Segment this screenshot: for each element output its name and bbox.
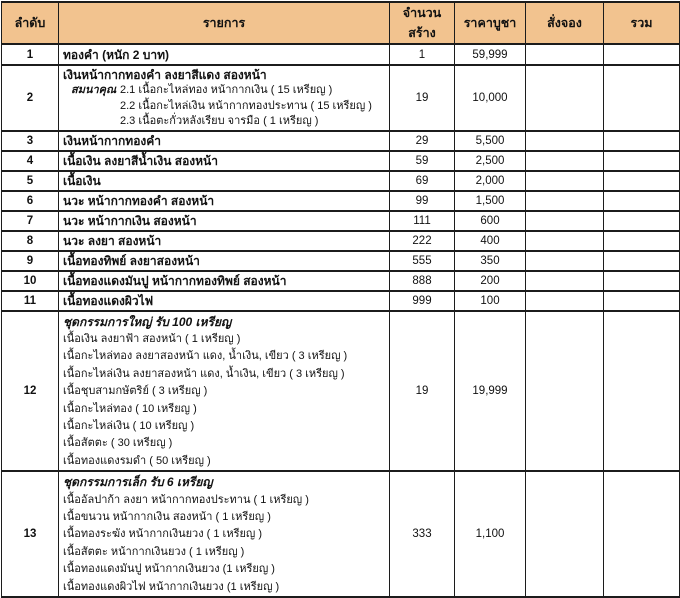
qty-cell: 19 <box>390 311 455 472</box>
row-number: 5 <box>2 171 59 191</box>
qty-cell: 888 <box>390 271 455 291</box>
qty-cell: 555 <box>390 251 455 271</box>
order-cell <box>526 65 604 131</box>
order-cell <box>526 151 604 171</box>
table-row <box>2 44 680 65</box>
price-cell: 2,500 <box>455 151 526 171</box>
row-number: 11 <box>2 291 59 311</box>
item-cell <box>59 271 390 291</box>
item-name: เนื้อทองแดงมันปู หน้ากากทองทิพย์ สองหน้า <box>63 273 287 288</box>
item-cell <box>59 171 390 191</box>
table-row <box>2 291 680 311</box>
order-cell <box>526 311 604 472</box>
item-subline: เนื้อชุบสามกษัตริย์ ( 3 เหรียญ ) <box>63 385 208 398</box>
table-row <box>2 251 680 271</box>
item-subline: เนื้อกะไหล่ทอง ( 10 เหรียญ ) <box>63 402 197 415</box>
set-heading: ชุดกรรมการใหญ่ รับ 100 เหรียญ <box>63 314 232 329</box>
item-cell <box>59 211 390 231</box>
price-cell: 1,500 <box>455 191 526 211</box>
total-cell <box>604 191 680 211</box>
qty-cell: 19 <box>390 65 455 131</box>
order-cell <box>526 291 604 311</box>
qty-cell: 1 <box>390 44 455 65</box>
item-name: เนื้อเงิน ลงยาสีน้ำเงิน สองหน้า <box>63 153 218 168</box>
item-name: ทองคำ (หนัก 2 บาท) <box>63 47 170 62</box>
table-header-row <box>2 2 680 44</box>
row-number: 4 <box>2 151 59 171</box>
item-subline: เนื้อกะไหล่ทอง ลงยาสองหน้า แดง, น้ำเงิน, เขียว ( 3 เหรียญ ) <box>63 350 348 363</box>
item-cell <box>59 311 390 472</box>
item-subline: เนื้อทองแดงผิวไฟ หน้ากากเงินยวง (1 เหรียญ ) <box>63 580 280 593</box>
qty-cell: 69 <box>390 171 455 191</box>
order-cell <box>526 191 604 211</box>
order-cell <box>526 471 604 597</box>
item-subline: เนื้อกะไหล่เงิน ลงยาสองหน้า แดง, น้ำเงิน, เขียว ( 3 เหรียญ ) <box>63 367 345 380</box>
item-subline: เนื้ออัลปาก้า ลงยา หน้ากากทองประทาน ( 1 เหรียญ ) <box>63 493 309 506</box>
item-name: เงินหน้ากากทองคำ ลงยาสีแดง สองหน้า <box>63 68 267 82</box>
item-cell <box>59 44 390 65</box>
item-name: เนื้อทองทิพย์ ลงยาสองหน้า <box>63 253 200 268</box>
item-cell <box>59 65 390 131</box>
item-cell <box>59 191 390 211</box>
row-number: 6 <box>2 191 59 211</box>
bonus-label: สมนาคุณ <box>71 84 117 96</box>
item-name: นวะ หน้ากากเงิน สองหน้า <box>63 213 197 228</box>
table-row <box>2 271 680 291</box>
header-qty: จำนวนสร้าง <box>390 2 455 44</box>
total-cell <box>604 171 680 191</box>
item-subline: เนื้อสัตตะ หน้ากากเงินยวง ( 1 เหรียญ ) <box>63 545 245 558</box>
row-number: 3 <box>2 131 59 151</box>
row-number: 12 <box>2 311 59 472</box>
price-cell: 350 <box>455 251 526 271</box>
price-cell: 5,500 <box>455 131 526 151</box>
item-cell <box>59 291 390 311</box>
price-cell: 19,999 <box>455 311 526 472</box>
item-subline: เนื้อทองแดงรมดำ ( 50 เหรียญ ) <box>63 454 211 467</box>
item-subline: 2.3 เนื้อตะกั่วหลังเรียบ จารมือ ( 1 เหรียญ ) <box>120 115 319 127</box>
price-cell: 59,999 <box>455 44 526 65</box>
row-number: 7 <box>2 211 59 231</box>
total-cell <box>604 151 680 171</box>
price-cell: 10,000 <box>455 65 526 131</box>
order-cell <box>526 251 604 271</box>
header-order: สั่งจอง <box>526 2 604 44</box>
table-row <box>2 471 680 597</box>
header-no: ลำดับ <box>2 2 59 44</box>
total-cell <box>604 291 680 311</box>
price-cell: 100 <box>455 291 526 311</box>
item-subline: เนื้อสัตตะ ( 30 เหรียญ ) <box>63 437 173 450</box>
item-cell <box>59 231 390 251</box>
total-cell <box>604 311 680 472</box>
row-number: 1 <box>2 44 59 65</box>
table-row <box>2 211 680 231</box>
qty-cell: 333 <box>390 471 455 597</box>
row-number: 2 <box>2 65 59 131</box>
item-name: เนื้อทองแดงผิวไฟ <box>63 293 154 308</box>
order-cell <box>526 171 604 191</box>
table-row <box>2 171 680 191</box>
price-cell: 600 <box>455 211 526 231</box>
item-subline: 2.1 เนื้อกะไหล่ทอง หน้ากากเงิน ( 15 เหรียญ ) <box>120 84 333 96</box>
item-name: นวะ ลงยา สองหน้า <box>63 233 162 248</box>
total-cell <box>604 231 680 251</box>
qty-cell: 59 <box>390 151 455 171</box>
order-cell <box>526 131 604 151</box>
item-name: เงินหน้ากากทองคำ <box>63 133 162 148</box>
qty-cell: 29 <box>390 131 455 151</box>
row-number: 8 <box>2 231 59 251</box>
item-name: นวะ หน้ากากทองคำ สองหน้า <box>63 193 215 208</box>
bonus-note <box>63 83 386 130</box>
order-cell <box>526 211 604 231</box>
table-row <box>2 231 680 251</box>
total-cell <box>604 211 680 231</box>
item-subline: 2.2 เนื้อกะไหล่เงิน หน้ากากทองประทาน ( 15 เหรียญ ) <box>120 99 372 112</box>
item-subline: เนื้อทองระฆัง หน้ากากเงินยวง ( 1 เหรียญ ) <box>63 528 263 541</box>
item-subline: เนื้อกะไหล่เงิน ( 10 เหรียญ ) <box>63 419 195 432</box>
header-item: รายการ <box>59 2 390 44</box>
table-row <box>2 65 680 131</box>
total-cell <box>604 471 680 597</box>
table-row <box>2 151 680 171</box>
item-cell <box>59 251 390 271</box>
total-cell <box>604 131 680 151</box>
order-cell <box>526 44 604 65</box>
item-cell <box>59 131 390 151</box>
row-number: 13 <box>2 471 59 597</box>
qty-cell: 99 <box>390 191 455 211</box>
table-row <box>2 311 680 472</box>
table-row <box>2 191 680 211</box>
order-cell <box>526 271 604 291</box>
order-cell <box>526 231 604 251</box>
item-subline: เนื้อเงิน ลงยาฟ้า สองหน้า ( 1 เหรียญ ) <box>63 332 241 345</box>
qty-cell: 222 <box>390 231 455 251</box>
price-cell: 400 <box>455 231 526 251</box>
qty-cell: 999 <box>390 291 455 311</box>
total-cell <box>604 65 680 131</box>
item-subline: เนื้อขนวน หน้ากากเงิน สองหน้า ( 1 เหรียญ ) <box>63 510 271 523</box>
set-heading: ชุดกรรมการเล็ก รับ 6 เหรียญ <box>63 475 213 490</box>
qty-cell: 111 <box>390 211 455 231</box>
item-subline: เนื้อทองแดงมันปู หน้ากากเงินยวง (1 เหรียญ ) <box>63 563 275 576</box>
total-cell <box>604 251 680 271</box>
row-number: 9 <box>2 251 59 271</box>
item-cell <box>59 151 390 171</box>
price-cell: 1,100 <box>455 471 526 597</box>
price-cell: 200 <box>455 271 526 291</box>
item-name: เนื้อเงิน <box>63 173 101 188</box>
item-cell <box>59 471 390 597</box>
table-row <box>2 131 680 151</box>
amulet-price-table <box>1 1 680 598</box>
total-cell <box>604 44 680 65</box>
row-number: 10 <box>2 271 59 291</box>
price-cell: 2,000 <box>455 171 526 191</box>
total-cell <box>604 271 680 291</box>
header-price: ราคาบูชา <box>455 2 526 44</box>
header-total: รวม <box>604 2 680 44</box>
